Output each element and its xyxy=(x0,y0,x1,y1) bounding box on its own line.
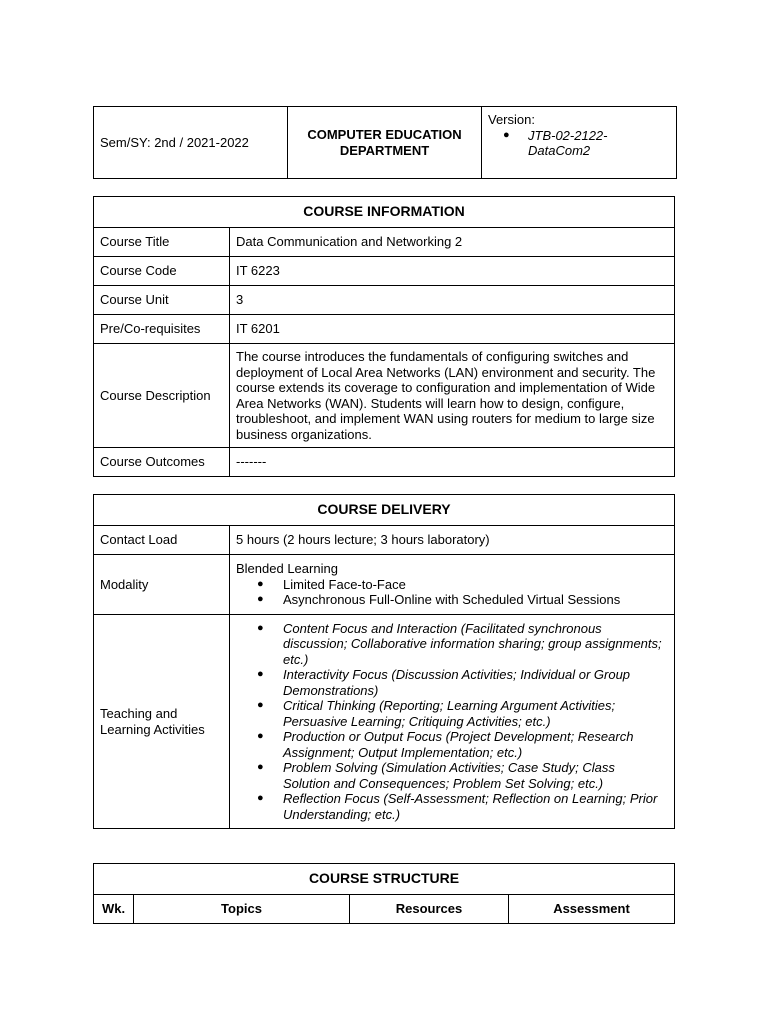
list-item: ● Interactivity Focus (Discussion Activities; Individual or Group Demonstrations) xyxy=(236,667,664,698)
list-item: ● Problem Solving (Simulation Activities; Case Study; Class Solution and Consequences; Problem Set Solving; etc.) xyxy=(236,760,664,791)
list-item: ● Limited Face-to-Face xyxy=(236,577,668,593)
course-information-heading: COURSE INFORMATION xyxy=(94,197,675,228)
list-item: ● Production or Output Focus (Project Development; Research Assignment; Output Implementation; etc.) xyxy=(236,729,664,760)
prerequisites-label: Pre/Co-requisites xyxy=(94,315,230,344)
sem-sy-cell: Sem/SY: 2nd / 2021-2022 xyxy=(94,107,288,179)
course-code-label: Course Code xyxy=(94,257,230,286)
version-value: ● JTB-02-2122-DataCom2 xyxy=(488,128,670,159)
column-header-resources: Resources xyxy=(350,895,509,924)
course-delivery-heading: COURSE DELIVERY xyxy=(94,495,675,526)
course-unit-label: Course Unit xyxy=(94,286,230,315)
version-list xyxy=(488,128,670,159)
tla-label xyxy=(94,615,230,829)
tla-list xyxy=(236,621,668,823)
modality-list xyxy=(236,577,668,608)
modality-value xyxy=(230,555,675,615)
tla-label-line2: Learning Activities xyxy=(100,721,205,737)
department-cell xyxy=(288,107,482,179)
department-line2: DEPARTMENT xyxy=(339,142,430,158)
column-header-topics: Topics xyxy=(134,895,350,924)
version-cell xyxy=(482,107,677,179)
course-title-label: Course Title xyxy=(94,228,230,257)
tla-value xyxy=(230,615,675,829)
course-structure-heading: COURSE STRUCTURE xyxy=(94,864,675,895)
course-structure-table xyxy=(93,863,675,924)
header-table xyxy=(93,106,677,179)
course-delivery-table xyxy=(93,494,675,829)
column-header-week: Wk. xyxy=(94,895,134,924)
department-line1: COMPUTER EDUCATION xyxy=(307,127,462,142)
course-information-table xyxy=(93,196,675,477)
contact-load-value: 5 hours (2 hours lecture; 3 hours laboratory) xyxy=(230,526,675,555)
list-item: ● Reflection Focus (Self-Assessment; Reflection on Learning; Prior Understanding; etc.) xyxy=(236,791,664,822)
version-label: Version: xyxy=(488,112,535,127)
course-title-value: Data Communication and Networking 2 xyxy=(230,228,675,257)
contact-load-label: Contact Load xyxy=(94,526,230,555)
list-item: ● Content Focus and Interaction (Facilitated synchronous discussion; Collaborative information sharing; group assignments; etc.) xyxy=(236,621,664,668)
list-item: ● Critical Thinking (Reporting; Learning Argument Activities; Persuasive Learning; Critiquing Activities; etc.) xyxy=(236,698,664,729)
course-outcomes-value: ------- xyxy=(230,448,675,477)
modality-label: Modality xyxy=(94,555,230,615)
course-outcomes-label: Course Outcomes xyxy=(94,448,230,477)
course-code-value: IT 6223 xyxy=(230,257,675,286)
prerequisites-value: IT 6201 xyxy=(230,315,675,344)
course-description-label: Course Description xyxy=(94,344,230,448)
modality-intro: Blended Learning xyxy=(236,561,338,577)
course-unit-value: 3 xyxy=(230,286,675,315)
course-description-value: The course introduces the fundamentals of configuring switches and deployment of Local Area Networks (LAN) environment and security. The course extends its coverage to configuration and implementation of Wide Area Networks (WAN). Students will learn how to design, configure, troubleshoot, and implement WAN using routers for medium to large size business organizations. xyxy=(230,344,675,448)
list-item: ● Asynchronous Full-Online with Scheduled Virtual Sessions xyxy=(236,592,668,608)
tla-label-line1: Teaching and xyxy=(100,706,178,721)
column-header-assessment: Assessment xyxy=(509,895,675,924)
